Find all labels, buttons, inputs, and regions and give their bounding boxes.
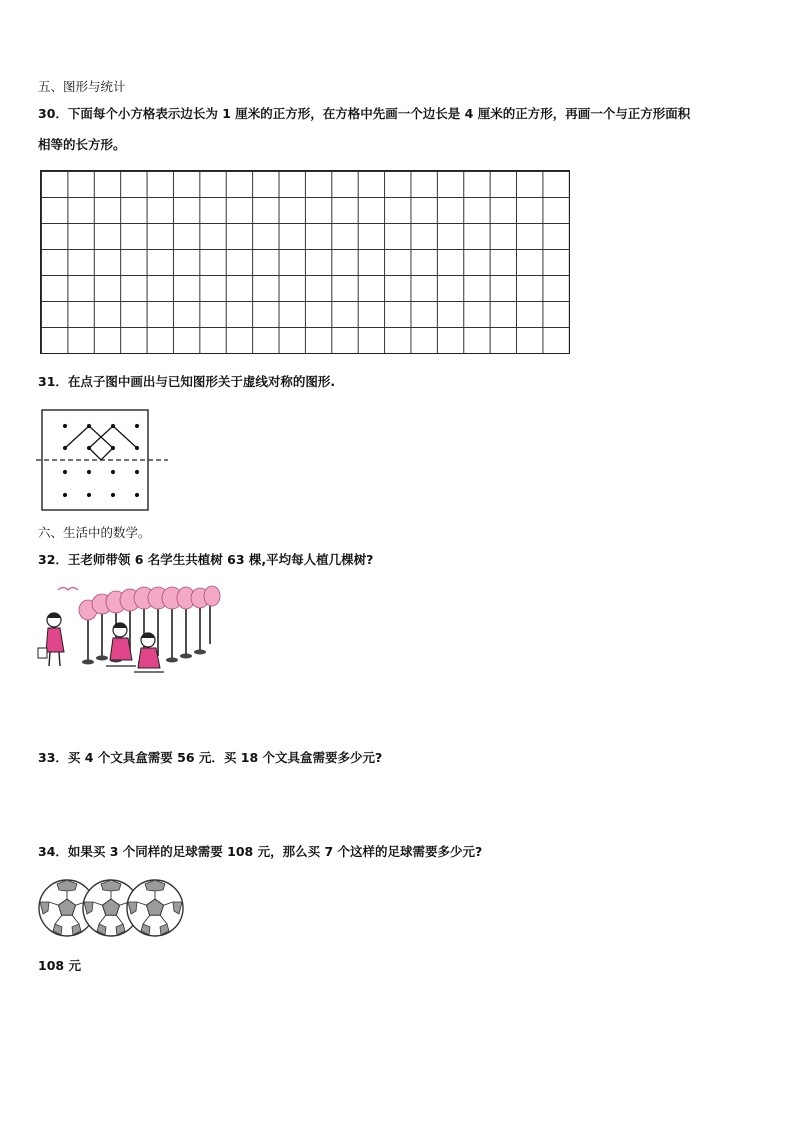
question-34-text: 34．如果买 3 个同样的足球需要 108 元，那么买 7 个这样的足球需要多少元? [38, 844, 483, 859]
tree-planting-illustration [36, 580, 222, 676]
section-title: 五、图形与统计 [38, 79, 126, 94]
soccer-balls-illustration [36, 876, 188, 940]
ball-price-label: 108 元 [38, 958, 81, 973]
dot-grid-symmetry-figure [36, 406, 170, 514]
question-31-text: 31．在点子图中画出与已知图形关于虚线对称的图形. [38, 374, 336, 389]
soccer-ball-icon [127, 880, 183, 936]
question-30-text-continued: 相等的长方形。 [38, 137, 126, 152]
question-33-text: 33．买 4 个文具盒需要 56 元．买 18 个文具盒需要多少元? [38, 750, 383, 765]
section-6-title: 六、生活中的数学。 [38, 525, 151, 540]
question-32-text: 32．王老师带领 6 名学生共植树 63 棵,平均每人植几棵树? [38, 552, 374, 567]
question-30-text: 30．下面每个小方格表示边长为 1 厘米的正方形，在方格中先画一个边长是 4 厘米的正方形，再画一个与正方形面积 [38, 106, 691, 121]
square-grid [40, 170, 570, 354]
